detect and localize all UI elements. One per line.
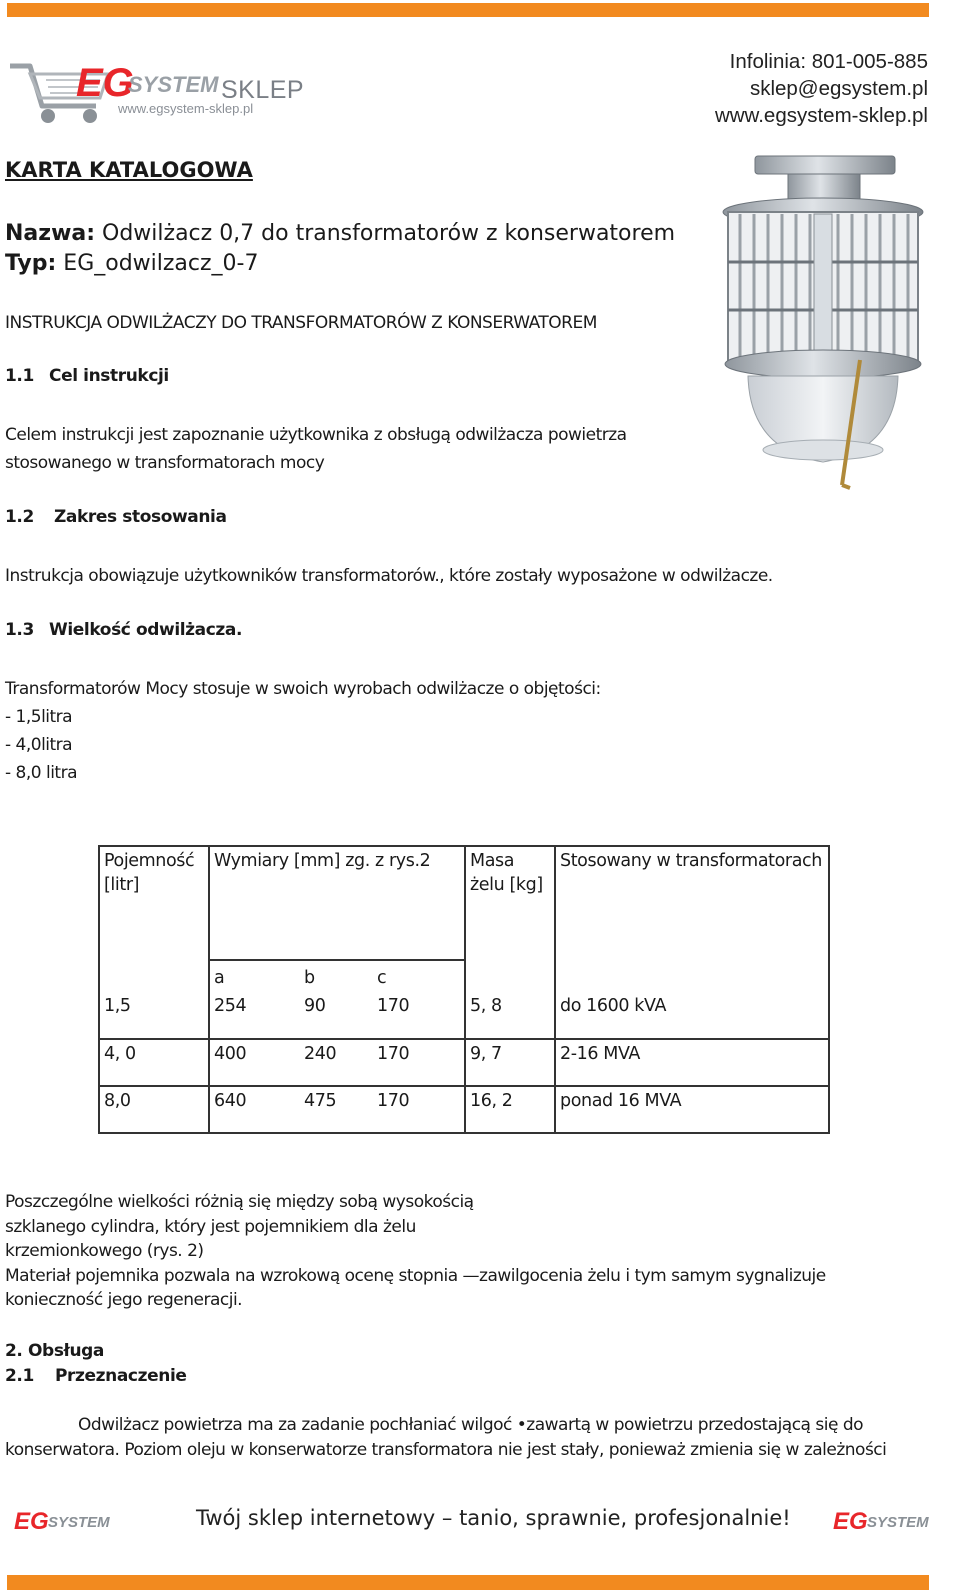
section-1-3-heading bbox=[5, 620, 242, 640]
section-title: Cel instrukcji bbox=[49, 366, 169, 386]
table-cell: 4, 0 bbox=[99, 1039, 209, 1086]
type-label: Typ: bbox=[5, 251, 57, 276]
table-cell: do 1600 kVA bbox=[555, 992, 829, 1039]
section-number: 2.1 bbox=[5, 1366, 34, 1386]
text-line: Odwilżacz powietrza ma za zadanie pochłaniać wilgoć •zawartą w powietrzu przedostającą się do bbox=[78, 1415, 864, 1435]
sub-c: c bbox=[373, 960, 465, 992]
table-cell: 2-16 MVA bbox=[555, 1039, 829, 1086]
website-link[interactable]: www.egsystem-sklep.pl bbox=[714, 104, 928, 127]
section-title: Zakres stosowania bbox=[54, 507, 227, 527]
table-cell: 170 bbox=[373, 1086, 465, 1133]
section-2-1-heading bbox=[5, 1366, 187, 1386]
page-title: KARTA KATALOGOWA bbox=[5, 158, 253, 182]
header-mass: Masa żelu [kg] bbox=[465, 846, 555, 960]
table-cell: 1,5 bbox=[99, 992, 209, 1039]
table-row bbox=[99, 1039, 829, 1086]
text-line: stosowanego w transformatorach mocy bbox=[5, 453, 325, 473]
product-image bbox=[710, 150, 935, 495]
header-usage: Stosowany w transformatorach bbox=[555, 846, 829, 960]
svg-text:EG: EG bbox=[14, 1508, 49, 1533]
text-line: Transformatorów Mocy stosuje w swoich wyrobach odwilżacze o objętości: bbox=[5, 679, 601, 699]
section-1-3-text bbox=[5, 675, 601, 787]
email-link[interactable]: sklep@egsystem.pl bbox=[749, 77, 928, 100]
list-item: - 1,5litra bbox=[5, 707, 73, 727]
section-title: Przeznaczenie bbox=[55, 1366, 187, 1386]
type-value: EG_odwilzacz_0-7 bbox=[56, 251, 259, 276]
svg-text:EG: EG bbox=[833, 1508, 868, 1533]
svg-text:SYSTEM: SYSTEM bbox=[867, 1514, 929, 1531]
instruction-title: INSTRUKCJA ODWILŻACZY DO TRANSFORMATORÓW Z KONSERWATOREM bbox=[5, 313, 597, 333]
footer-logo-right[interactable] bbox=[833, 1507, 938, 1537]
list-item: - 4,0litra bbox=[5, 735, 73, 755]
text-line: krzemionkowego (rys. 2) bbox=[5, 1241, 204, 1261]
header-dimensions: Wymiary [mm] zg. z rys.2 bbox=[209, 846, 465, 960]
table-cell: 9, 7 bbox=[465, 1039, 555, 1086]
table-cell: 400 bbox=[209, 1039, 300, 1086]
header-capacity: Pojemność [litr] bbox=[99, 846, 209, 960]
section-1-2-heading bbox=[5, 507, 227, 527]
logo-url-text: www.egsystem-sklep.pl bbox=[118, 101, 254, 116]
table-cell: 8,0 bbox=[99, 1086, 209, 1133]
section-number: 1.3 bbox=[5, 620, 34, 640]
footer-slogan: Twój sklep internetowy – tanio, sprawnie, profesjonalnie! bbox=[196, 1506, 791, 1530]
contact-block bbox=[715, 48, 928, 129]
section-number: 1.2 bbox=[5, 507, 34, 527]
table-cell: 240 bbox=[300, 1039, 373, 1086]
list-item: - 8,0 litra bbox=[5, 763, 77, 783]
top-accent-bar bbox=[7, 3, 929, 17]
table-cell: ponad 16 MVA bbox=[555, 1086, 829, 1133]
text-line: szklanego cylindra, który jest pojemnikiem dla żelu bbox=[5, 1216, 416, 1237]
text-line: konieczność jego regeneracji. bbox=[5, 1290, 243, 1310]
bottom-accent-bar bbox=[7, 1575, 929, 1590]
text-line: Celem instrukcji jest zapoznanie użytkownika z obsługą odwilżacza powietrza bbox=[5, 425, 627, 445]
table-cell: 90 bbox=[300, 992, 373, 1039]
table-cell: 475 bbox=[300, 1086, 373, 1133]
product-info bbox=[5, 219, 675, 279]
name-label: Nazwa: bbox=[5, 221, 96, 246]
section-2-1-text bbox=[5, 1413, 886, 1463]
name-value: Odwilżacz 0,7 do transformatorów z konserwatorem bbox=[95, 221, 676, 246]
table-cell: 16, 2 bbox=[465, 1086, 555, 1133]
section-title: Wielkość odwilżacza. bbox=[49, 620, 243, 640]
table-row bbox=[99, 1086, 829, 1133]
table-cell: 170 bbox=[373, 1039, 465, 1086]
sub-a: a bbox=[209, 960, 300, 992]
text-line: Materiał pojemnika pozwala na wzrokową ocenę stopnia —zawilgocenia żelu i tym samym sygnalizuje bbox=[5, 1265, 826, 1286]
spec-table bbox=[98, 845, 830, 1134]
table-cell: 170 bbox=[373, 992, 465, 1039]
section-1-2-text: Instrukcja obowiązuje użytkowników transformatorów., które zostały wyposażone w odwilżacze. bbox=[5, 566, 773, 586]
section-1-1-heading bbox=[5, 366, 169, 386]
footer-logo-left[interactable] bbox=[14, 1507, 119, 1537]
text-line: Poszczególne wielkości różnią się między sobą wysokością bbox=[5, 1192, 474, 1212]
table-cell bbox=[555, 960, 829, 992]
section-1-1-text bbox=[5, 421, 627, 477]
logo-eg-text: EG bbox=[76, 61, 134, 105]
section-number: 1.1 bbox=[5, 366, 34, 386]
phone-line: Infolinia: 801-005-885 bbox=[729, 50, 928, 73]
svg-text:SYSTEM: SYSTEM bbox=[48, 1514, 110, 1531]
table-row bbox=[99, 992, 829, 1039]
table-cell: 5, 8 bbox=[465, 992, 555, 1039]
table-cell bbox=[465, 960, 555, 992]
table-subheader-row bbox=[99, 960, 829, 992]
table-header-row bbox=[99, 846, 829, 960]
table-cell: 254 bbox=[209, 992, 300, 1039]
table-cell: 640 bbox=[209, 1086, 300, 1133]
section-2-heading: 2. Obsługa bbox=[5, 1341, 104, 1361]
logo-sklep-text: SKLEP bbox=[221, 76, 305, 104]
table-cell bbox=[99, 960, 209, 992]
description-paragraph bbox=[5, 1190, 826, 1313]
text-line: konserwatora. Poziom oleju w konserwatorze transformatora nie jest stały, ponieważ zmienia się w zależności bbox=[5, 1440, 887, 1460]
sub-b: b bbox=[300, 960, 373, 992]
svg-text:SYSTEM: SYSTEM bbox=[128, 72, 219, 97]
